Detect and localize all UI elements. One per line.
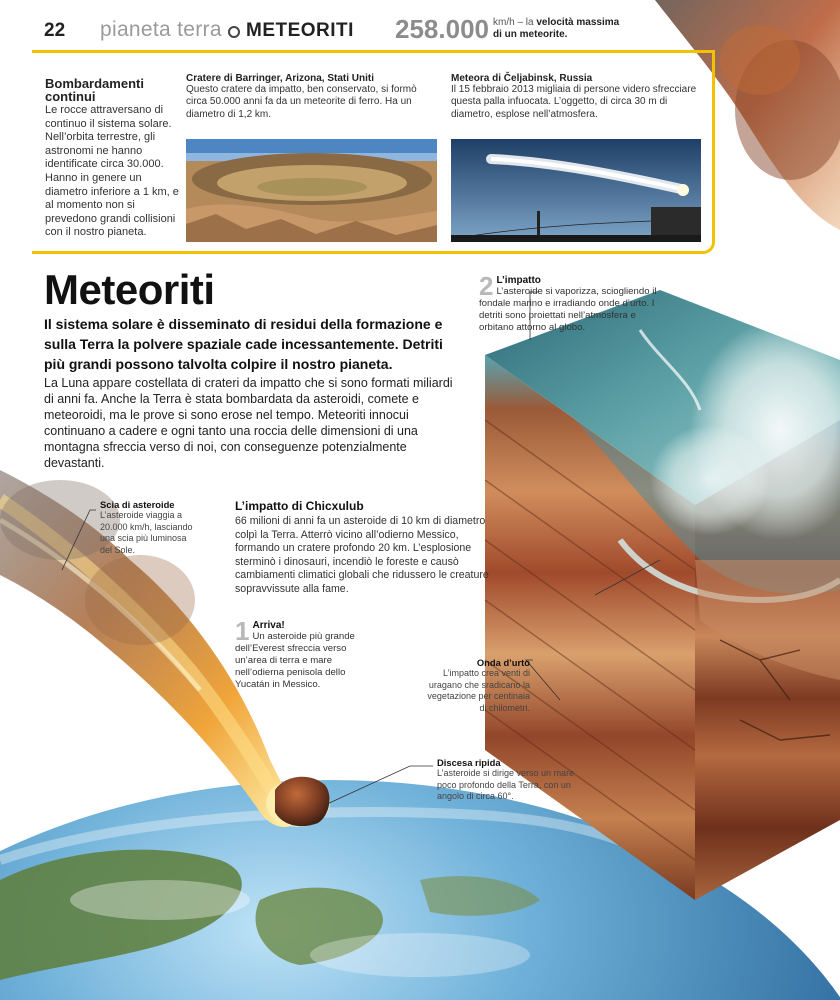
step-2 bbox=[479, 271, 664, 334]
lead-paragraph: Il sistema solare è disseminato di residui della formazione e sulla Terra la polvere spaziale cade incessantemente. Detriti più grandi possono talvolta colpire il nostro pianeta. bbox=[44, 316, 443, 372]
fact-bold-2: di un meteorite. bbox=[493, 29, 568, 40]
barringer-crater-photo bbox=[186, 139, 437, 242]
step-1-text: Un asteroide più grande dell’Everest sfreccia verso un’area di terra e mare nell’odierna penisola dello Yucatán in Messico. bbox=[235, 631, 355, 690]
annotation-shockwave-text: L’impatto crea venti di uragano che sradicano la vegetazione per centinaia di chilometri. bbox=[427, 668, 530, 713]
sidebar-title: Bombardamenti continui bbox=[45, 76, 144, 104]
bullet-separator bbox=[228, 26, 240, 38]
page-number: 22 bbox=[44, 20, 66, 41]
sidebar-text: Le rocce attraversano di continuo il sistema solare. Nell’orbita terrestre, gli astronomi ne hanno identificate circa 30.000. Hanno in genere un diametro inferiore a 1 km, e al momento non si prevedono grandi collisioni con il nostro pianeta. bbox=[45, 104, 179, 239]
annotation-shockwave bbox=[420, 657, 530, 714]
annotation-trail-text: L’asteroide viaggia a 20.000 km/h, lasciando una scia più luminosa del Sole. bbox=[100, 510, 193, 555]
step-1-title: Arriva! bbox=[252, 620, 285, 631]
barringer-caption-text: Questo cratere da impatto, ben conservato, si formò circa 50.000 anni fa da un meteorite di ferro. Ha un diametro di 1,2 km. bbox=[186, 84, 417, 120]
body-paragraph: La Luna appare costellata di crateri da impatto che si sono formati miliardi di anni fa. Anche la Terra è stata bombardata da asteroidi, comete e meteoroidi, ma le prove si sono erose nel tempo. Meteoriti innocui continuano a cadere e ogni tanto una roccia delle dimensioni di una montagna sfreccia verso di noi, con conseguenze potenzialmente devastanti. bbox=[44, 376, 453, 470]
annotation-descent-text: L’asteroide si dirige verso un mare poco profondo della Terra, con un angolo di circa 60°. bbox=[437, 768, 575, 802]
fact-note bbox=[493, 17, 633, 41]
chicxulub-title: L’impatto di Chicxulub bbox=[235, 499, 364, 513]
annotation-trail bbox=[100, 499, 200, 556]
chapter-title: METEORITI bbox=[246, 20, 354, 41]
chelyabinsk-caption-title: Meteora di Čeljabinsk, Russia bbox=[451, 73, 593, 84]
annotation-shockwave-title: Onda d’urto bbox=[476, 657, 530, 668]
section-title: pianeta terra bbox=[100, 18, 222, 41]
main-title: Meteoriti bbox=[44, 266, 215, 313]
barringer-caption-title: Cratere di Barringer, Arizona, Stati Uniti bbox=[186, 73, 375, 84]
step-2-number: 2 bbox=[479, 271, 494, 301]
fact-bold-1: velocità massima bbox=[536, 17, 620, 28]
chicxulub-text: 66 milioni di anni fa un asteroide di 10 km di diametro colpì la Terra. Atterrò vicino all’odierno Messico, formando un cratere profondo 20 km. L’esplosione sterminò i dinosauri, incendiò le foreste e causò cambiamenti climatici globali che ridussero le creature sopravvissute alla fame. bbox=[235, 515, 489, 595]
step-2-title: L’impatto bbox=[496, 275, 541, 286]
step-2-text: L’asteroide si vaporizza, sciogliendo il fondale marino e irradiando onde d’urto. I detriti sono proiettati nell’atmosfera e orbitano attorno al globo. bbox=[479, 286, 657, 333]
fact-number: 258.000 bbox=[395, 14, 489, 44]
chelyabinsk-caption-text: Il 15 febbraio 2013 migliaia di persone videro sfrecciare questa palla infuocata. L’oggetto, di circa 30 m di diametro, esplose nell’atmosfera. bbox=[451, 84, 697, 120]
step-1 bbox=[235, 616, 375, 691]
annotation-trail-title: Scia di asteroide bbox=[100, 499, 175, 510]
fact-unit: km/h – la bbox=[493, 17, 534, 28]
chelyabinsk-meteor-photo bbox=[451, 139, 701, 242]
annotation-descent-title: Discesa ripida bbox=[437, 757, 501, 768]
chelyabinsk-caption bbox=[451, 73, 701, 121]
barringer-caption bbox=[186, 73, 436, 121]
annotation-descent bbox=[437, 757, 577, 803]
step-1-number: 1 bbox=[235, 616, 250, 646]
